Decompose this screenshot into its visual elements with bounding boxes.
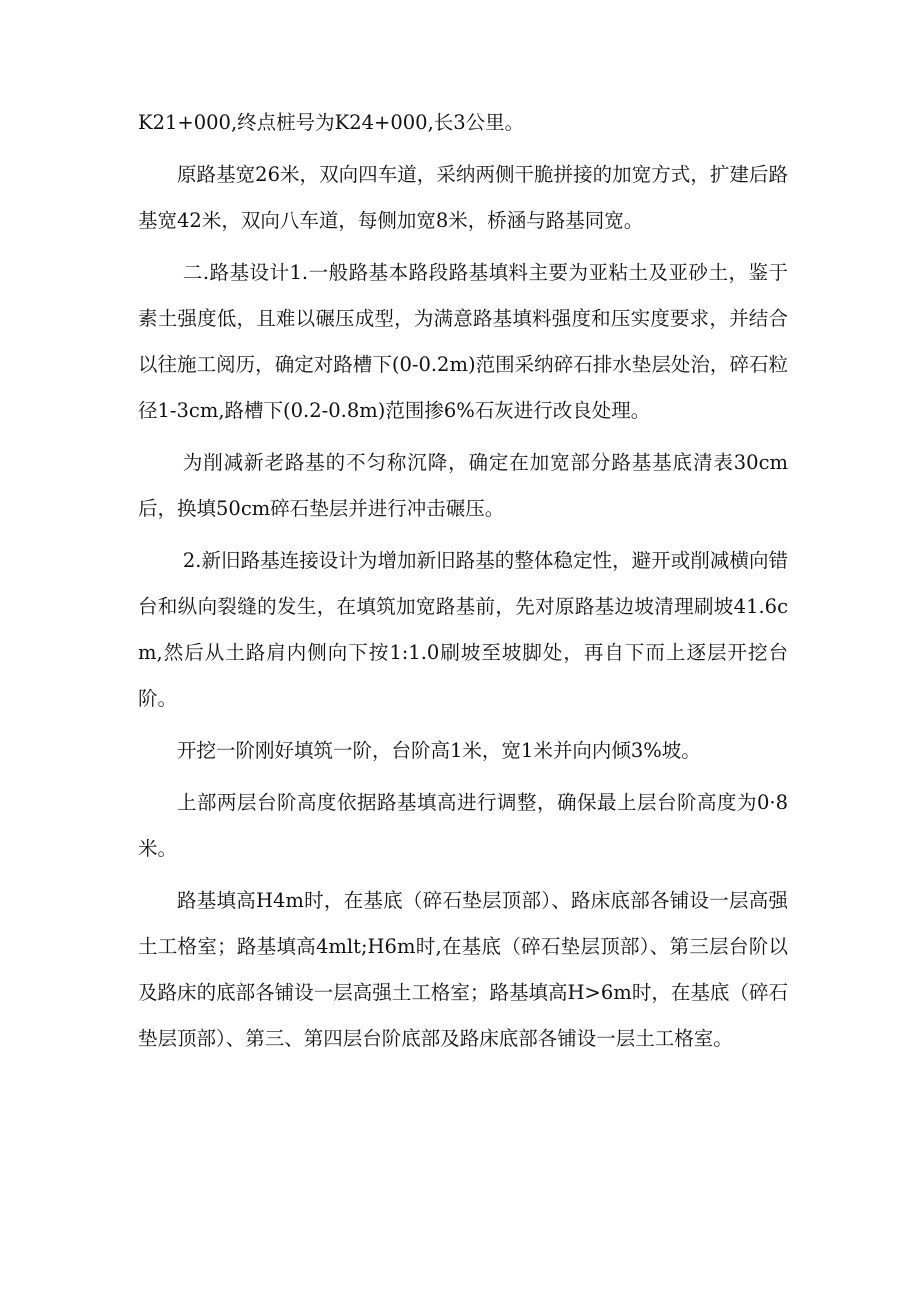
paragraph-connection-design: 2.新旧路基连接设计为增加新旧路基的整体稳定性，避开或削减横向错台和纵向裂缝的发生，在填筑加宽路基前，先对原路基边坡清理刷坡41.6cm,然后从土路肩内侧向下按1:1.0刷坡至坡脚处，再自下而上逐层开挖台阶。 bbox=[138, 549, 788, 710]
paragraph-subgrade-design: 二.路基设计1.一般路基本路段路基填料主要为亚粘土及亚砂土，鉴于素土强度低，且难以碾压成型，为满意路基填料强度和压实度要求，并结合以往施工阅历，确定对路槽下(0-0.2m)范围采纳碎石排水垫层处治，碎石粒径1-3cm,路槽下(0.2-0.8m)范围掺6%石灰进行改良处理。 bbox=[138, 261, 788, 422]
paragraph-geocell: 路基填高H4m时，在基底（碎石垫层顶部）、路床底部各铺设一层高强土工格室；路基填高4mlt;H6m时,在基底（碎石垫层顶部）、第三层台阶以及路床的底部各铺设一层高强土工格室；路基填高H>6m时，在基底（碎石垫层顶部）、第三、第四层台阶底部及路床底部各铺设一层土工格室。 bbox=[138, 889, 788, 1050]
paragraph-route-stakes: K21+000,终点桩号为K24+000,长3公里。 bbox=[138, 111, 525, 134]
document-body bbox=[138, 100, 788, 1068]
paragraph-settlement: 为削减新老路基的不匀称沉降，确定在加宽部分路基基底清表30cm后，换填50cm碎石垫层并进行冲击碾压。 bbox=[138, 451, 788, 520]
paragraph-excavation-steps: 开挖一阶刚好填筑一阶，台阶高1米，宽1米并向内倾3%坡。 bbox=[177, 739, 701, 762]
paragraph-step-height: 上部两层台阶高度依据路基填高进行调整，确保最上层台阶高度为0·8米。 bbox=[138, 791, 788, 860]
paragraph-original-width: 原路基宽26米，双向四车道，采纳两侧干脆拼接的加宽方式，扩建后路基宽42米，双向八车道，每侧加宽8米，桥涵与路基同宽。 bbox=[138, 163, 788, 232]
